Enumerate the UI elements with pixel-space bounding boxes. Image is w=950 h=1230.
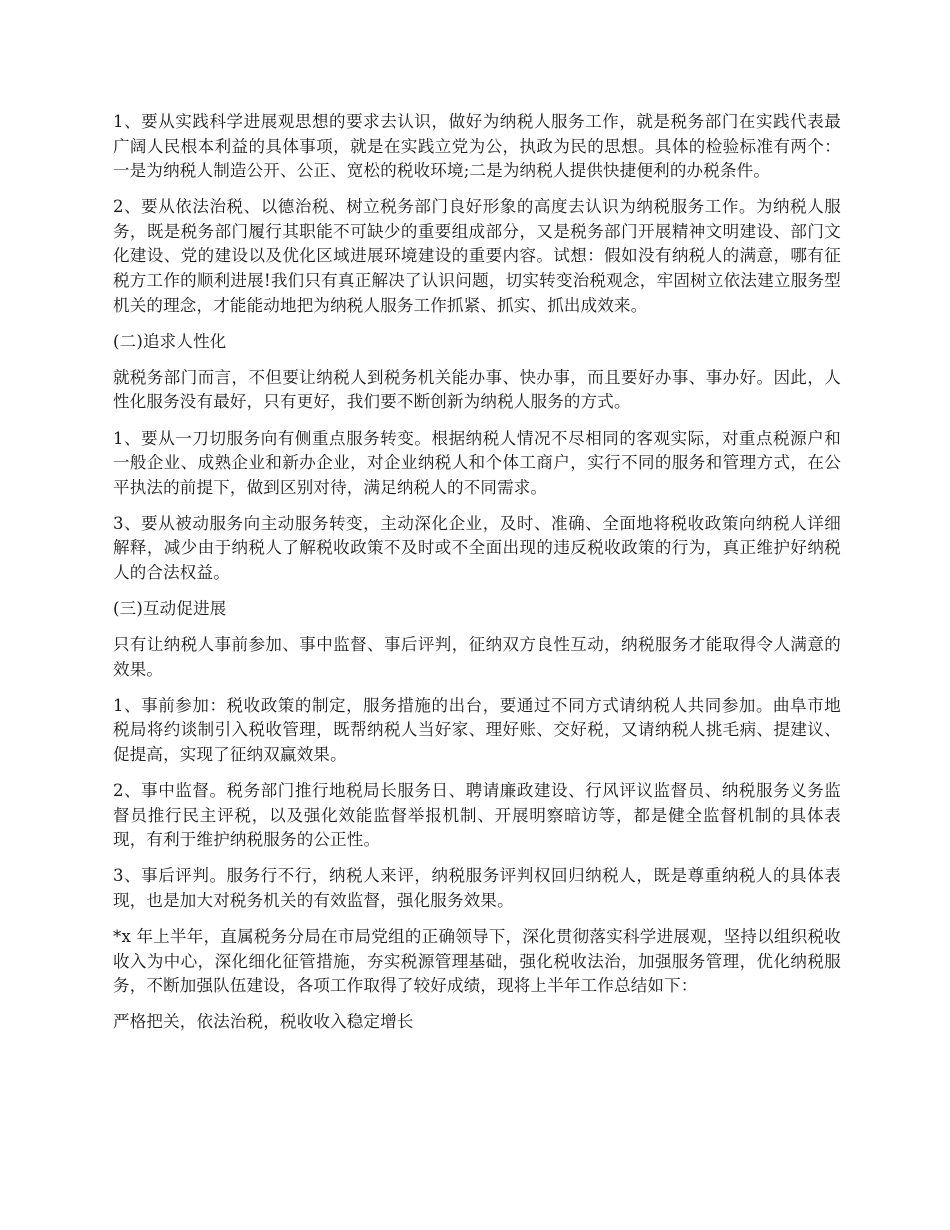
section-heading-2: (二)追求人性化 [113,331,227,351]
paragraph-6: 只有让纳税人事前参加、事中监督、事后评判，征纳双方良性互动，纳税服务才能取得令人满意的效果。 [113,635,841,679]
paragraph-9: 3、事后评判。服务行不行，纳税人来评，纳税服务评判权回归纳税人，既是尊重纳税人的具体表现，也是加大对税务机关的有效监督，强化服务效果。 [113,866,841,911]
paragraph-8: 2、事中监督。税务部门推行地税局长服务日、聘请廉政建设、行风评议监督员、纳税服务义务监督员推行民主评税，以及强化效能监督举报机制、开展明察暗访等，都是健全监督机制的具体表现，有利于维护纳税服务的公正性。 [113,781,841,850]
paragraph-10: *x 年上半年，直属税务分局在市局党组的正确领导下，深化贯彻落实科学进展观，坚持以组织税收收入为中心，深化细化征管措施，夯实税源管理基础，强化税收法治，加强服务管理，优化纳税服务，不断加强队伍建设，各项工作取得了较好成绩，现将上半年工作总结如下： [113,927,841,996]
paragraph-3: 就税务部门而言，不但要让纳税人到税务机关能办事、快办事，而且要好办事、事办好。因此，人性化服务没有最好，只有更好，我们要不断创新为纳税人服务的方式。 [113,367,841,412]
paragraph-7: 1、事前参加：税收政策的制定，服务措施的出台，要通过不同方式请纳税人共同参加。曲阜市地税局将约谈制引入税收管理，既帮纳税人当好家、理好账、交好税，又请纳税人挑毛病、提建议、促提高，实现了征纳双赢效果。 [113,695,841,765]
paragraph-1: 1、要从实践科学进展观思想的要求去认识，做好为纳税人服务工作，就是税务部门在实践代表最广阔人民根本利益的具体事项，就是在实践立党为公，执政为民的思想。具体的检验标准有两个：一是为纳税人制造公开、公正、宽松的税收环境;二是为纳税人提供快捷便利的办税条件。 [113,112,841,181]
paragraph-5: 3、要从被动服务向主动服务转变，主动深化企业，及时、准确、全面地将税收政策向纳税人详细解释，减少由于纳税人了解税收政策不及时或不全面出现的违反税收政策的行为，真正维护好纳税人的合法权益。 [113,513,841,582]
document-body [113,110,841,1047]
paragraph-11: 严格把关，依法治税，税收收入稳定增长 [113,1012,414,1032]
section-heading-3: (三)互动促进展 [113,599,227,619]
paragraph-2: 2、要从依法治税、以德治税、树立税务部门良好形象的高度去认识为纳税服务工作。为纳税人服务，既是税务部门履行其职能不可缺少的重要组成部分，又是税务部门开展精神文明建设、部门文化建设、党的建设以及优化区域进展环境建设的重要内容。试想：假如没有纳税人的满意，哪有征税方工作的顺利进展!我们只有真正解决了认识问题，切实转变治税观念，牢固树立依法建立服务型机关的理念，才能能动地把为纳税人服务工作抓紧、抓实、抓出成效来。 [113,197,841,315]
paragraph-4: 1、要从一刀切服务向有侧重点服务转变。根据纳税人情况不尽相同的客观实际，对重点税源户和一般企业、成熟企业和新办企业，对企业纳税人和个体工商户，实行不同的服务和管理方式，在公平执法的前提下，做到区别对待，满足纳税人的不同需求。 [113,428,841,497]
